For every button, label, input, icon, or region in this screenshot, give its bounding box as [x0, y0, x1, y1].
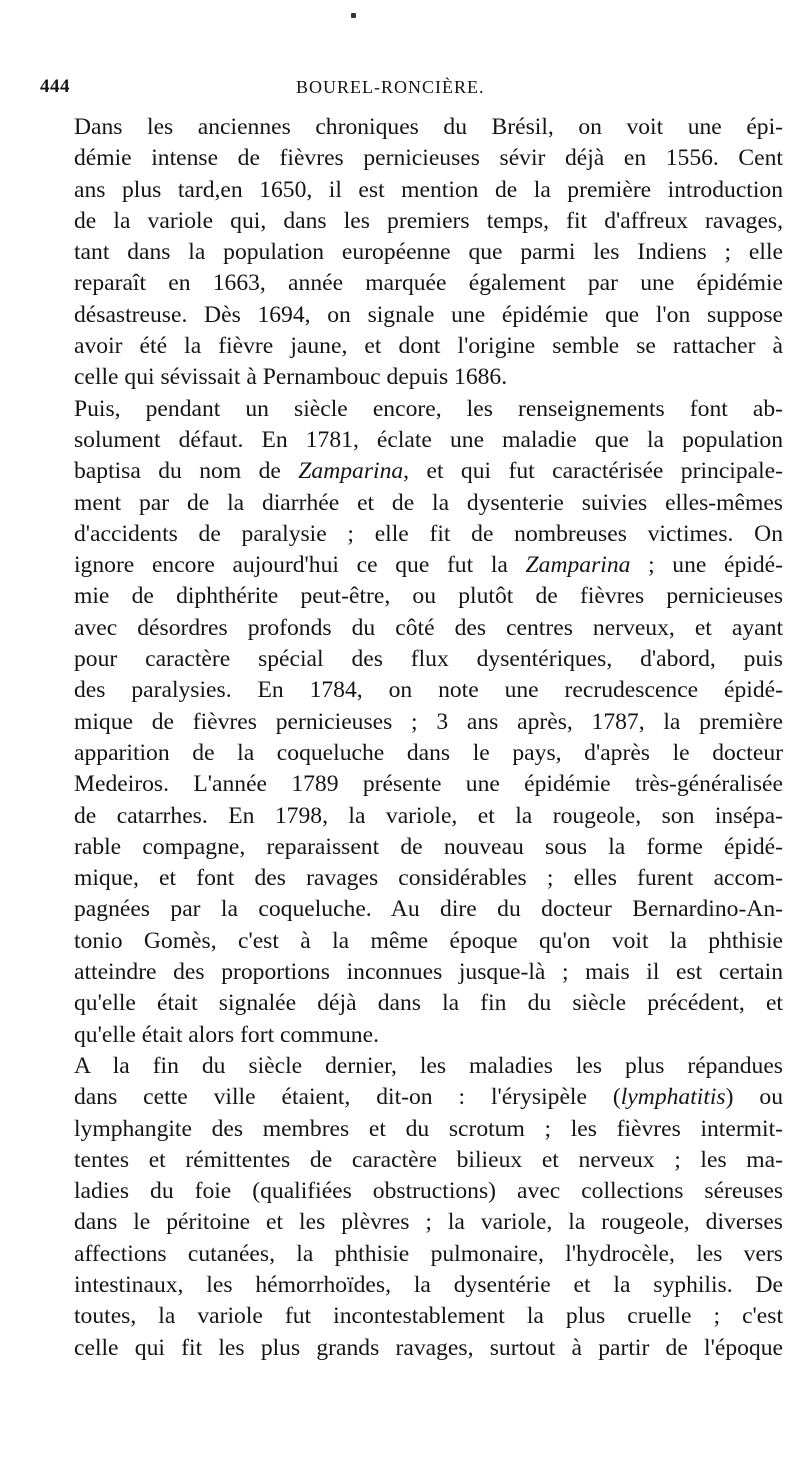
text-line: celle qui sévissait à Pernambouc depuis 1686. — [74, 364, 508, 391]
italic-term: lymphatitis — [620, 1084, 726, 1111]
text-line: de la variole qui, dans les premiers temps, fit d'affreux ravages, — [74, 207, 783, 234]
paragraph-2 — [40, 394, 783, 1051]
text-line: apparition de la coqueluche dans le pays, d'après le docteur — [74, 739, 783, 766]
text-line: solument défaut. En 1781, éclate une maladie que la population — [74, 426, 783, 453]
italic-term: Zamparina — [525, 552, 631, 579]
text-line: des paralysies. En 1784, on note une recrudescence épidé- — [74, 677, 783, 704]
text-line: intestinaux, les hémorrhoïdes, la dysentérie et la syphilis. De — [74, 1271, 783, 1298]
text-line: avec désordres profonds du côté des centres nerveux, et ayant — [74, 614, 783, 641]
text-line: pour caractère spécial des flux dysentériques, d'abord, puis — [74, 646, 783, 673]
text-line: dans cette ville étaient, dit-on : l'érysipèle (lymphatitis) ou — [74, 1084, 783, 1111]
text-line: lymphangite des membres et du scrotum ; les fièvres intermit- — [74, 1115, 783, 1142]
text-line: mie de diphthérite peut-être, ou plutôt de fièvres pernicieuses — [74, 583, 783, 610]
text-line: atteindre des proportions inconnues jusque-là ; mais il est certain — [74, 959, 783, 986]
text-line: désastreuse. Dès 1694, on signale une épidémie que l'on suppose — [74, 301, 783, 328]
text-line: dans le péritoine et les plèvres ; la variole, la rougeole, diverses — [74, 1209, 783, 1236]
text-line: rable compagne, reparaissent de nouveau sous la forme épidé- — [74, 833, 783, 860]
text-line: baptisa du nom de Zamparina, et qui fut caractérisée principale- — [74, 458, 783, 485]
text-line: pagnées par la coqueluche. Au dire du docteur Bernardino-An- — [74, 896, 783, 923]
text-line: d'accidents de paralysie ; elle fit de nombreuses victimes. On — [74, 520, 783, 547]
italic-term: Zamparina — [298, 458, 404, 485]
print-speck — [351, 13, 356, 18]
text-line: toutes, la variole fut incontestablement la plus cruelle ; c'est — [74, 1303, 783, 1330]
text-line: ignore encore aujourd'hui ce que fut la Zamparina ; une épidé- — [74, 552, 783, 579]
text-line: qu'elle était signalée déjà dans la fin du siècle précédent, et — [74, 990, 783, 1017]
text-line: avoir été la fièvre jaune, et dont l'origine semble se rattacher à — [74, 333, 783, 360]
paragraph-3 — [40, 1051, 783, 1364]
text-line: qu'elle était alors fort commune. — [74, 1021, 379, 1048]
running-head: BOUREL-RONCIÈRE. — [296, 77, 485, 97]
text-line: Dans les anciennes chroniques du Brésil, on voit une épi- — [74, 114, 783, 140]
text-line: tonio Gomès, c'est à la même époque qu'on voit la phthisie — [74, 927, 783, 954]
text-line: Medeiros. L'année 1789 présente une épidémie très-généralisée — [74, 771, 783, 798]
page-number: 444 — [40, 76, 70, 97]
text-line: celle qui fit les plus grands ravages, surtout à partir de l'époque — [74, 1334, 783, 1361]
body-text — [40, 112, 783, 1364]
text-line: affections cutanées, la phthisie pulmonaire, l'hydrocèle, les vers — [74, 1240, 783, 1267]
text-line: de catarrhes. En 1798, la variole, et la rougeole, son insépa- — [74, 802, 783, 829]
text-line: mique, et font des ravages considérables ; elles furent accom- — [74, 865, 783, 892]
page-header — [40, 76, 780, 102]
text-line: mique de fièvres pernicieuses ; 3 ans après, 1787, la première — [74, 708, 783, 735]
text-line: tant dans la population européenne que parmi les Indiens ; elle — [74, 239, 783, 266]
text-line: tentes et rémittentes de caractère bilieux et nerveux ; les ma- — [74, 1146, 783, 1173]
text-line: reparaît en 1663, année marquée également par une épidémie — [74, 270, 783, 297]
text-line: démie intense de fièvres pernicieuses sévir déjà en 1556. Cent — [74, 145, 783, 172]
text-line: A la fin du siècle dernier, les maladies les plus répandues — [74, 1052, 783, 1079]
text-line: ans plus tard,en 1650, il est mention de la première introduction — [74, 176, 783, 203]
text-line: Puis, pendant un siècle encore, les renseignements font ab- — [74, 395, 783, 422]
text-line: ladies du foie (qualifiées obstructions) avec collections séreuses — [74, 1178, 783, 1205]
paragraph-1 — [40, 112, 783, 394]
text-line: ment par de la diarrhée et de la dysenterie suivies elles-mêmes — [74, 489, 783, 516]
